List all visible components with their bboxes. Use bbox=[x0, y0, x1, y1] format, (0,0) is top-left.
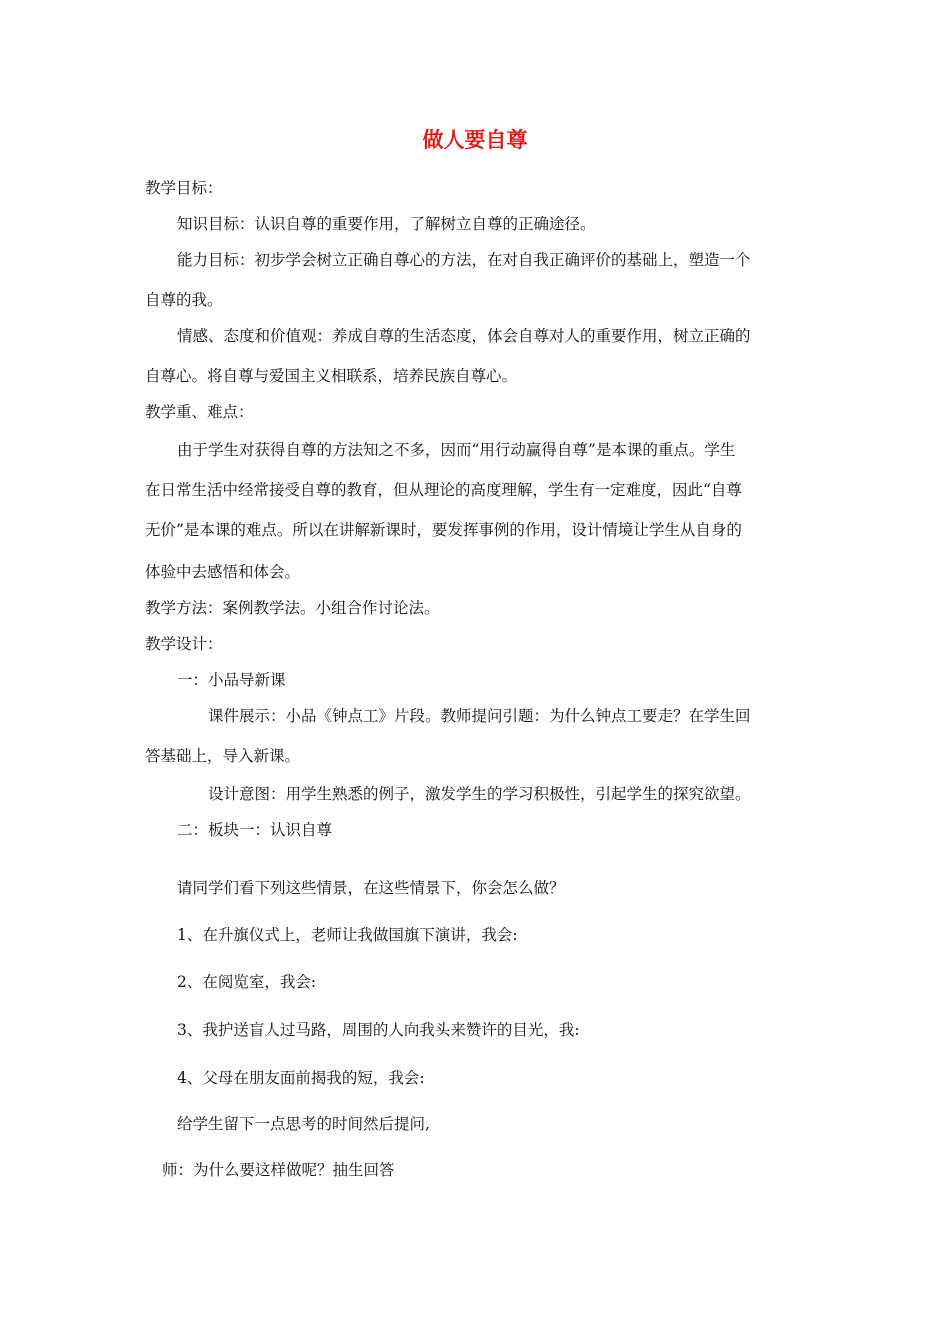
list-item-scenario-1: 1、在升旗仪式上，老师让我做国旗下演讲，我会: bbox=[177, 926, 518, 944]
heading-key-points: 教学重、难点： bbox=[145, 403, 254, 421]
paragraph-ability-goal: 能力目标：初步学会树立正确自尊心的方法，在对自我正确评价的基础上，塑造一个 bbox=[177, 251, 751, 269]
list-item-scenario-3: 3、我护送盲人过马路，周围的人向我头来赞许的目光，我: bbox=[177, 1021, 580, 1039]
paragraph-design-intent: 设计意图：用学生熟悉的例子，激发学生的学习积极性，引起学生的探究欲望。 bbox=[208, 785, 751, 803]
paragraph-key-points-4: 体验中去感悟和体会。 bbox=[145, 563, 301, 581]
section-two-heading: 二：板块一：认识自尊 bbox=[177, 821, 333, 839]
paragraph-key-points-3: 无价”是本课的难点。所以在讲解新课时，要发挥事例的作用，设计情境让学生从自身的 bbox=[145, 521, 742, 539]
paragraph-thinking-time: 给学生留下一点思考的时间然后提问, bbox=[177, 1115, 430, 1133]
paragraph-ability-goal-cont: 自尊的我。 bbox=[145, 291, 223, 309]
list-item-scenario-2: 2、在阅览室，我会: bbox=[177, 973, 317, 991]
paragraph-emotion-goal-cont: 自尊心。将自尊与爱国主义相联系，培养民族自尊心。 bbox=[145, 367, 518, 385]
heading-teaching-design: 教学设计： bbox=[145, 635, 223, 653]
paragraph-teacher-question: 师：为什么要这样做呢？抽生回答 bbox=[162, 1161, 395, 1179]
paragraph-courseware-2: 答基础上，导入新课。 bbox=[145, 747, 301, 765]
heading-objectives: 教学目标： bbox=[145, 179, 223, 197]
paragraph-emotion-goal: 情感、态度和价值观：养成自尊的生活态度，体会自尊对人的重要作用，树立正确的 bbox=[177, 327, 751, 345]
paragraph-scenario-prompt: 请同学们看下列这些情景，在这些情景下，你会怎么做？ bbox=[177, 879, 565, 897]
document-title: 做人要自尊 bbox=[422, 128, 528, 152]
paragraph-key-points-1: 由于学生对获得自尊的方法知之不多，因而“用行动赢得自尊”是本课的重点。学生 bbox=[177, 441, 736, 459]
paragraph-knowledge-goal: 知识目标：认识自尊的重要作用，了解树立自尊的正确途径。 bbox=[177, 215, 596, 233]
paragraph-key-points-2: 在日常生活中经常接受自尊的教育，但从理论的高度理解，学生有一定难度，因此“自尊 bbox=[145, 481, 742, 499]
list-item-scenario-4: 4、父母在朋友面前揭我的短，我会: bbox=[177, 1069, 425, 1087]
paragraph-courseware-1: 课件展示：小品《钟点工》片段。教师提问引题：为什么钟点工要走？在学生回 bbox=[208, 707, 751, 725]
paragraph-teaching-method: 教学方法：案例教学法。小组合作讨论法。 bbox=[145, 599, 440, 617]
section-one-heading: 一：小品导新课 bbox=[177, 671, 286, 689]
